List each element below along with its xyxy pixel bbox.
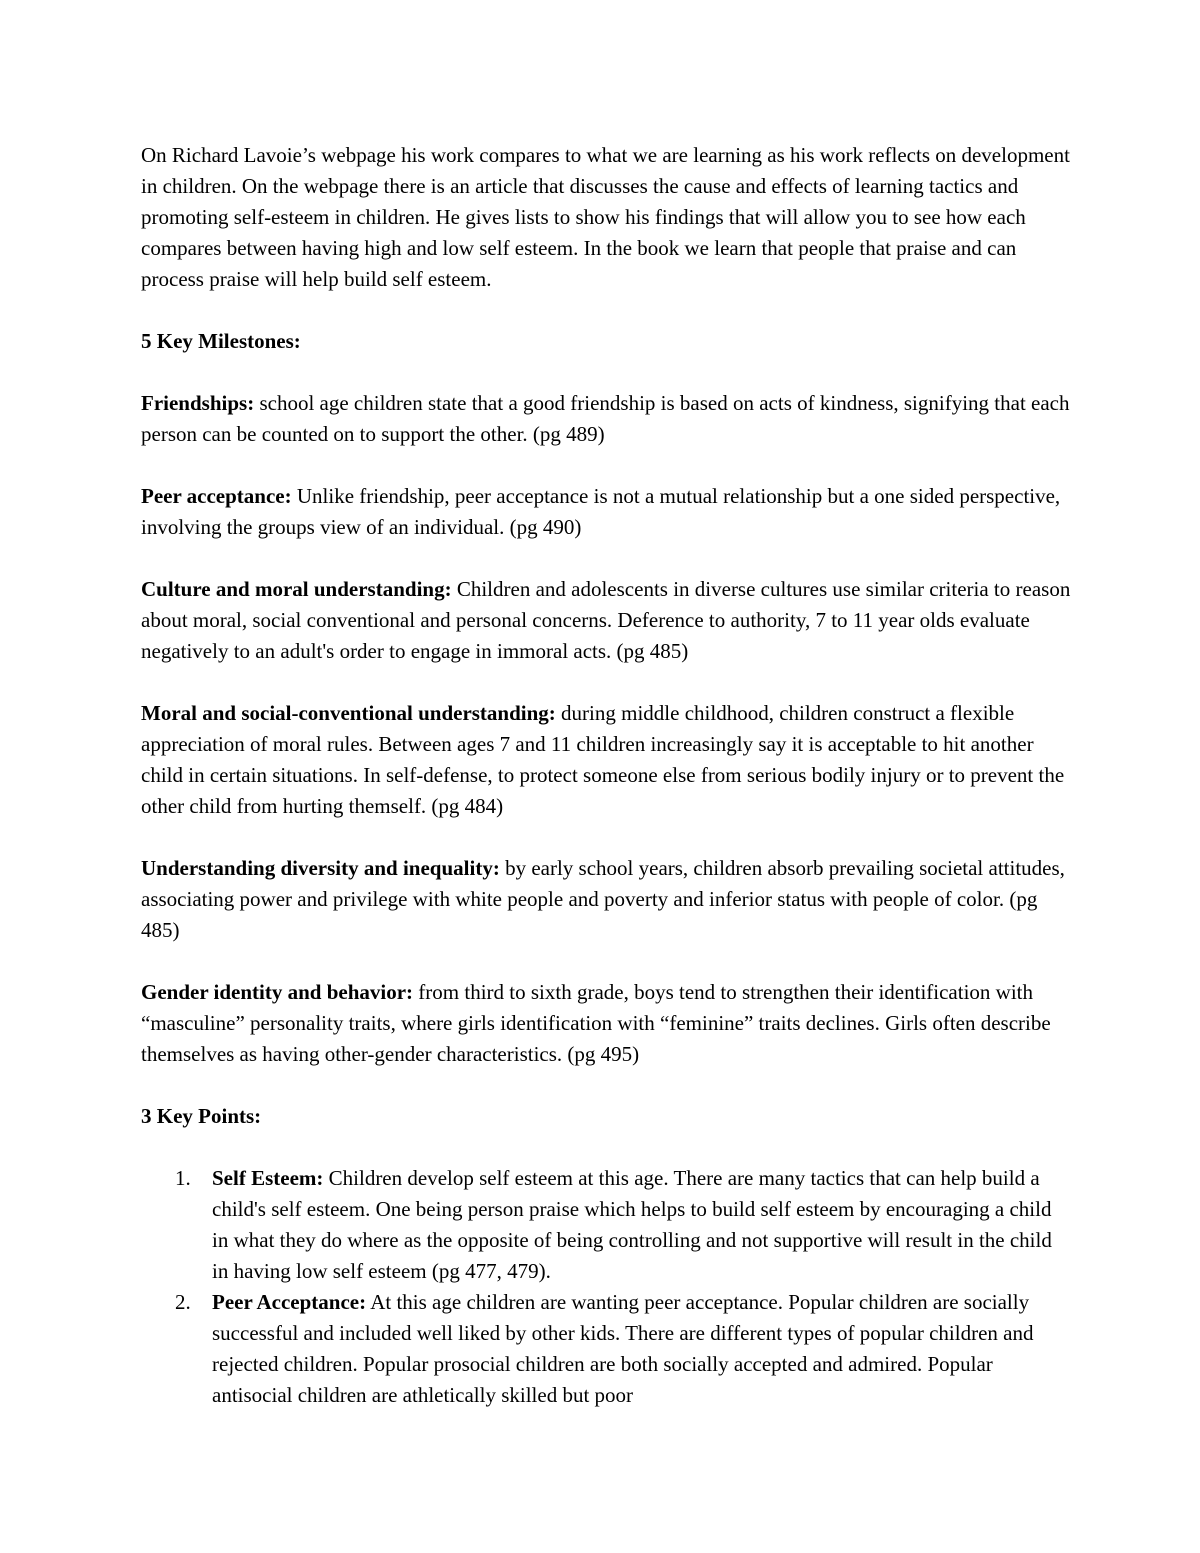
point-term: Peer Acceptance:	[212, 1290, 367, 1314]
milestone-term: Understanding diversity and inequality:	[141, 856, 500, 880]
points-heading: 3 Key Points:	[141, 1104, 262, 1128]
milestone-paragraph	[141, 853, 1071, 946]
key-point-item	[141, 1163, 1071, 1287]
milestone-term: Moral and social-conventional understanding:	[141, 701, 556, 725]
milestone-term: Friendships:	[141, 391, 255, 415]
document-page	[141, 140, 1071, 1411]
key-point-item	[141, 1287, 1071, 1411]
intro-paragraph: On Richard Lavoie’s webpage his work compares to what we are learning as his work reflects on development in children. On the webpage there is an article that discusses the cause and effects of learning tactics and promoting self-esteem in children. He gives lists to show his findings that will allow you to see how each compares between having high and low self esteem. In the book we learn that people that praise and can process praise will help build self esteem.	[141, 143, 1070, 291]
point-text: At this age children are wanting peer acceptance. Popular children are socially successful and included well liked by other kids. There are different types of popular children and rejected children. Popular prosocial children are both socially accepted and admired. Popular antisocial children are athletically skilled but poor	[212, 1290, 1034, 1407]
milestone-text: Children and adolescents in diverse cultures use similar criteria to reason about moral, social conventional and personal concerns. Deference to authority, 7 to 11 year olds evaluate negatively to an adult's order to engage in immoral acts. (pg 485)	[141, 577, 1071, 663]
milestone-term: Gender identity and behavior:	[141, 980, 414, 1004]
milestones-heading: 5 Key Milestones:	[141, 329, 301, 353]
milestone-text: from third to sixth grade, boys tend to strengthen their identification with “masculine” personality traits, where girls identification with “feminine” traits declines. Girls often describe themselves as having other-gender characteristics. (pg 495)	[141, 980, 1051, 1066]
milestone-paragraph	[141, 698, 1071, 822]
key-points-list	[141, 1163, 1071, 1411]
milestone-text: by early school years, children absorb prevailing societal attitudes, associating power and privilege with white people and poverty and inferior status with people of color. (pg 485)	[141, 856, 1065, 942]
milestone-paragraph	[141, 977, 1071, 1070]
milestone-text: during middle childhood, children construct a flexible appreciation of moral rules. Between ages 7 and 11 children increasingly say it is acceptable to hit another child in certain situations. In self-defense, to protect someone else from serious bodily injury or to prevent the other child from hurting themself. (pg 484)	[141, 701, 1065, 818]
milestone-term: Peer acceptance:	[141, 484, 292, 508]
point-text: Children develop self esteem at this age. There are many tactics that can help build a child's self esteem. One being person praise which helps to build self esteem by encouraging a child in what they do where as the opposite of being controlling and not supportive will result in the child in having low self esteem (pg 477, 479).	[212, 1166, 1052, 1283]
milestone-paragraph	[141, 574, 1071, 667]
milestone-term: Culture and moral understanding:	[141, 577, 452, 601]
milestone-text: Unlike friendship, peer acceptance is not a mutual relationship but a one sided perspective, involving the groups view of an individual. (pg 490)	[141, 484, 1061, 539]
list-number: 1.	[175, 1166, 191, 1190]
milestone-text: school age children state that a good friendship is based on acts of kindness, signifying that each person can be counted on to support the other. (pg 489)	[141, 391, 1070, 446]
milestone-paragraph	[141, 481, 1071, 543]
list-number: 2.	[175, 1290, 191, 1314]
point-term: Self Esteem:	[212, 1166, 324, 1190]
milestone-paragraph	[141, 388, 1071, 450]
